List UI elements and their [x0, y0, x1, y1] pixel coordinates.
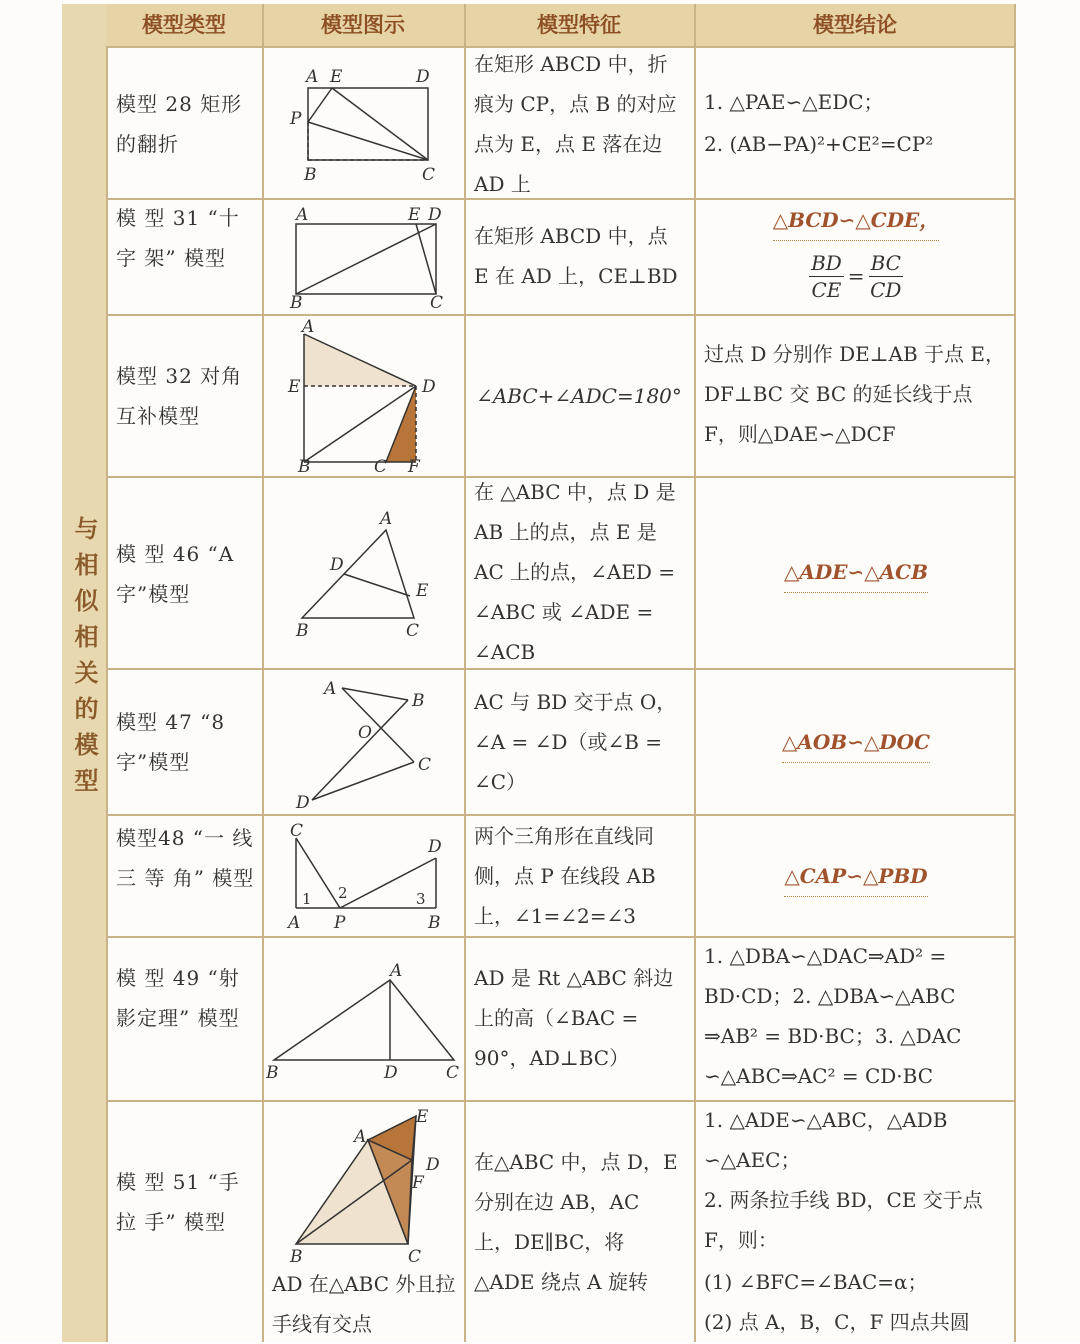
label-c: C: [430, 293, 444, 310]
row-48-type: 模型48 “一 线 三 等 角” 模型: [116, 826, 255, 890]
label-a: A: [380, 509, 393, 529]
sidebar: [62, 4, 108, 1342]
row-28-type: 模型 28 矩形的翻折: [116, 92, 243, 156]
col-divider: [464, 4, 466, 1342]
label-e: E: [416, 581, 429, 601]
row-31-diagram: [282, 204, 452, 310]
label-a: A: [288, 913, 301, 933]
label-b: B: [296, 621, 309, 641]
label-o: O: [358, 723, 372, 743]
label-angle-3: 3: [416, 890, 426, 908]
label-c: C: [374, 457, 388, 474]
label-b: B: [412, 691, 425, 711]
label-a: A: [302, 318, 315, 337]
label-angle-2: 2: [338, 884, 348, 902]
similar-triangles: △BCD∽△CDE，: [773, 200, 940, 241]
similar-triangles: △AOB∽△DOC: [782, 722, 930, 763]
row-28-conclusion-2: 2. (AB−PA)²+CE²=CP²: [704, 132, 934, 156]
row-47-feature: AC 与 BD 交于点 O，∠A = ∠D（或∠B = ∠C）: [474, 690, 677, 794]
row-divider: [106, 314, 1016, 316]
row-32-type: 模型 32 对角互补模型: [116, 364, 243, 428]
label-d: D: [330, 555, 344, 575]
row-31-feature: 在矩形 ABCD 中，点 E 在 AD 上，CE⊥BD: [474, 224, 678, 288]
similar-triangles: △ADE∽△ACB: [784, 552, 928, 593]
label-c: C: [418, 755, 432, 775]
row-47-conclusion: [704, 722, 1008, 762]
row-28-conclusion-1: 1. △PAE∽△EDC；: [704, 90, 884, 114]
label-a: A: [306, 67, 319, 87]
header-model-figure: 模型图示: [321, 13, 405, 37]
label-b: B: [290, 293, 303, 310]
label-b: B: [266, 1063, 279, 1083]
similar-triangles: △CAP∽△PBD: [784, 856, 927, 897]
sidebar-label: 与相似相关的模型: [70, 516, 98, 804]
header-model-feature: 模型特征: [537, 13, 621, 37]
row-48-diagram: [282, 818, 452, 934]
table-header: [106, 4, 1016, 46]
fraction-1-num: BD: [811, 250, 842, 275]
label-e: E: [288, 377, 301, 397]
row-49-type: 模 型 49 “射影定理” 模型: [116, 966, 240, 1030]
col-divider: [694, 4, 696, 1342]
label-e: E: [408, 205, 421, 225]
row-51-caption: AD 在△ABC 外且拉手线有交点: [272, 1272, 456, 1336]
rect-abcd: [308, 88, 428, 160]
row-51-diagram: [272, 1104, 456, 1264]
crease-cp: [308, 122, 428, 160]
label-f: F: [412, 1173, 424, 1193]
label-f: F: [408, 457, 420, 474]
row-31-conclusion-1: [704, 200, 1008, 240]
row-31-type: 模 型 31 “十 字 架” 模型: [116, 206, 240, 270]
row-49-diagram: [266, 954, 462, 1086]
row-46-type: 模 型 46 “A 字”模型: [116, 542, 235, 606]
label-c: C: [406, 621, 420, 641]
label-a: A: [324, 679, 337, 699]
label-d: D: [426, 1155, 440, 1175]
label-d: D: [422, 377, 436, 397]
fraction-2-den: CD: [870, 277, 902, 302]
segment-ce: [416, 224, 436, 294]
row-28-feature: 在矩形 ABCD 中，折痕为 CP，点 B 的对应点为 E，点 E 落在边 AD 上: [474, 52, 677, 196]
row-51-conclusion-1: 1. △ADE∽△ABC，△ADB ∽△AEC；: [704, 1108, 948, 1172]
label-d: D: [428, 205, 442, 225]
triangle-abc: [302, 530, 414, 618]
row-46-diagram: [282, 500, 452, 648]
row-47-type: 模型 47 “8 字”模型: [116, 710, 226, 774]
row-46-feature: 在 △ABC 中，点 D 是 AB 上的点，点 E 是 AC 上的点，∠AED = ∠ABC 或 ∠ADE = ∠ACB: [474, 480, 676, 664]
row-31-fraction: $\frac{BD}{CE}$ = $\frac{BC}{CD}$: [811, 250, 902, 302]
row-51-conclusion-2: 2. 两条拉手线 BD，CE 交于点 F，则：: [704, 1188, 983, 1252]
label-e: E: [330, 67, 343, 87]
segment-dc: [312, 762, 414, 800]
fraction-2: [869, 250, 903, 303]
label-c: C: [446, 1063, 460, 1083]
row-48-conclusion: [704, 856, 1008, 896]
row-32-feature: ∠ABC+∠ADC=180°: [476, 384, 682, 408]
label-b: B: [304, 165, 317, 185]
label-b: B: [298, 457, 311, 474]
row-32-diagram: [282, 318, 452, 474]
label-d: D: [296, 793, 310, 813]
fraction-2-num: BC: [870, 250, 901, 275]
segment-de: [344, 574, 410, 596]
label-d: D: [428, 837, 442, 857]
row-49-conclusion: 1. △DBA∽△DAC⇒AD² = BD·CD；2. △DBA∽△ABC ⇒AB² = BD·BC；3. △DAC ∽△ABC⇒AC² = CD·BC: [704, 944, 962, 1088]
label-c: C: [290, 821, 304, 841]
fraction-1-den: CE: [811, 277, 842, 302]
label-p: P: [290, 109, 302, 129]
header-model-conclusion: 模型结论: [813, 13, 897, 37]
label-a: A: [390, 961, 403, 981]
header-model-type: 模型类型: [142, 13, 226, 37]
label-p: P: [334, 913, 346, 933]
segment-ec: [332, 88, 428, 160]
label-b: B: [428, 913, 441, 933]
label-d: D: [416, 67, 430, 87]
label-d: D: [384, 1063, 398, 1083]
diagonal-bd: [296, 224, 436, 294]
row-49-feature: AD 是 Rt △ABC 斜边上的高（∠BAC = 90°，AD⊥BC）: [474, 966, 674, 1070]
label-a: A: [296, 205, 309, 225]
row-47-diagram: [282, 674, 452, 814]
label-b: B: [290, 1247, 303, 1264]
row-28-diagram: [282, 62, 452, 186]
segment-pe: [308, 88, 332, 122]
label-c: C: [422, 165, 436, 185]
row-46-conclusion: [704, 552, 1008, 592]
row-51-conclusion-4: (2) 点 A，B，C，F 四点共圆: [704, 1310, 970, 1334]
row-51-type: 模 型 51 “手 拉 手” 模型: [116, 1170, 240, 1234]
triangle-abc: [274, 980, 454, 1060]
row-32-conclusion: 过点 D 分别作 DE⊥AB 于点 E，DF⊥BC 交 BC 的延长线于点 F，则△DAE∽△DCF: [704, 342, 1006, 446]
segment-bd: [312, 700, 408, 800]
label-angle-1: 1: [302, 890, 312, 908]
col-divider: [262, 4, 264, 1342]
col-divider: [1014, 4, 1016, 1342]
label-e: E: [416, 1107, 429, 1127]
label-a: A: [354, 1127, 367, 1147]
row-48-feature: 两个三角形在直线同侧，点 P 在线段 AB 上，∠1=∠2=∠3: [474, 824, 656, 928]
label-c: C: [408, 1247, 422, 1264]
row-51-feature: 在△ABC 中，点 D，E 分别在边 AB，AC 上，DE∥BC，将△ADE 绕点 A 旋转: [474, 1150, 678, 1294]
row-51-conclusion-3: (1) ∠BFC=∠BAC=α；: [704, 1270, 928, 1294]
fraction-1: [809, 250, 844, 303]
